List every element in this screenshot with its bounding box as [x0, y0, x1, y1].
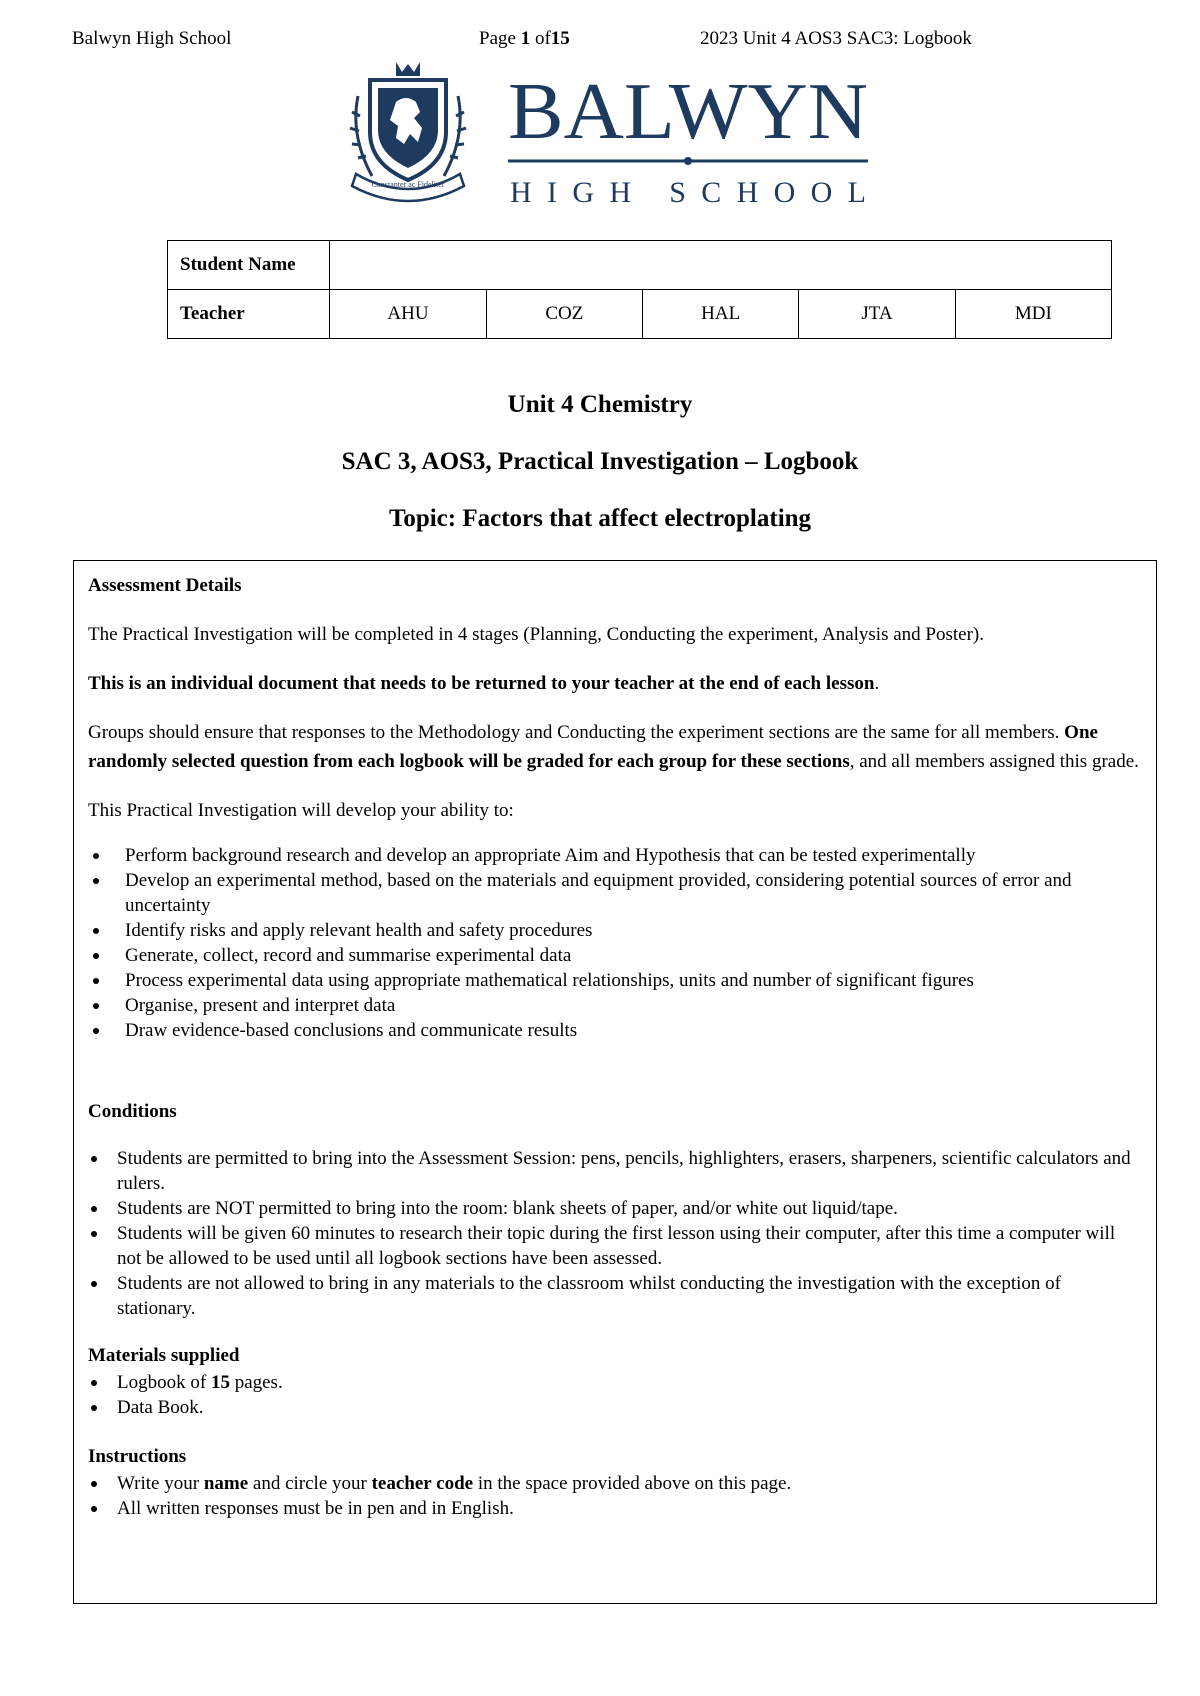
topic-title: Topic: Factors that affect electroplating — [388, 505, 812, 532]
assessment-paragraph-develop: This Practical Investigation will develop your ability to: — [88, 800, 514, 821]
assessment-box — [73, 560, 1157, 1604]
header-page-number: Page 1 of15 — [479, 28, 570, 49]
school-logo — [336, 56, 876, 216]
header-document-title: 2023 Unit 4 AOS3 SAC3: Logbook — [700, 28, 972, 49]
list-item: Identify risks and apply relevant health and safety procedures — [88, 918, 1142, 943]
list-item: Organise, present and interpret data — [88, 993, 1142, 1018]
student-name-field[interactable] — [330, 241, 1112, 290]
student-name-label: Student Name — [168, 241, 330, 290]
list-item: Process experimental data using appropriate mathematical relationships, units and number of significant figures — [88, 968, 1142, 993]
list-item: Generate, collect, record and summarise experimental data — [88, 943, 1142, 968]
instructions-heading: Instructions — [88, 1446, 187, 1467]
teacher-code-option[interactable]: COZ — [486, 290, 642, 339]
student-name-row — [168, 241, 1112, 290]
teacher-code-option[interactable]: HAL — [643, 290, 799, 339]
list-item: Perform background research and develop an appropriate Aim and Hypothesis that can be tested experimentally — [88, 843, 1142, 868]
teacher-label: Teacher — [168, 290, 330, 339]
teacher-row — [168, 290, 1112, 339]
header-school: Balwyn High School — [72, 28, 232, 49]
conditions-list — [88, 1146, 1142, 1321]
skills-list — [88, 843, 1142, 1043]
teacher-code-option[interactable]: JTA — [799, 290, 955, 339]
assessment-paragraph-stages: The Practical Investigation will be completed in 4 stages (Planning, Conducting the experiment, Analysis and Poster). — [88, 624, 984, 645]
list-item: Develop an experimental method, based on the materials and equipment provided, considering potential sources of error and uncertainty — [88, 868, 1142, 918]
student-info-table — [167, 240, 1112, 339]
teacher-code-option[interactable]: AHU — [330, 290, 486, 339]
school-wordmark: BALWYN — [508, 68, 868, 156]
assessment-details-heading: Assessment Details — [88, 575, 242, 596]
list-item: Write your name and circle your teacher code in the space provided above on this page. — [88, 1471, 1142, 1496]
school-wordmark-subtitle: HIGH SCHOOL — [510, 176, 866, 209]
sac-title: SAC 3, AOS3, Practical Investigation – Logbook — [341, 448, 859, 475]
list-item: Draw evidence-based conclusions and communicate results — [88, 1018, 1142, 1043]
list-item: Data Book. — [88, 1395, 1142, 1420]
assessment-paragraph-individual: This is an individual document that needs to be returned to your teacher at the end of each lesson. — [88, 673, 880, 694]
course-title: Unit 4 Chemistry — [507, 391, 693, 418]
list-item: Students are permitted to bring into the Assessment Session: pens, pencils, highlighters, erasers, sharpeners, scientific calculators and rulers. — [88, 1146, 1142, 1196]
teacher-code-option[interactable]: MDI — [955, 290, 1111, 339]
list-item: Students are not allowed to bring in any materials to the classroom whilst conducting the investigation with the exception of stationary. — [88, 1271, 1142, 1321]
list-item: All written responses must be in pen and in English. — [88, 1496, 1142, 1521]
list-item: Logbook of 15 pages. — [88, 1370, 1142, 1395]
assessment-paragraph-groups: Groups should ensure that responses to the Methodology and Conducting the experiment sections are the same for all members. One randomly selected question from each logbook will be graded for each group for these sections, and all members assigned this grade. — [88, 722, 1139, 772]
materials-list — [88, 1370, 1142, 1420]
list-item: Students are NOT permitted to bring into the room: blank sheets of paper, and/or white out liquid/tape. — [88, 1196, 1142, 1221]
materials-heading: Materials supplied — [88, 1345, 240, 1366]
list-item: Students will be given 60 minutes to research their topic during the first lesson using their computer, after this time a computer will not be allowed to be used until all logbook sections have been assessed. — [88, 1221, 1142, 1271]
instructions-list — [88, 1471, 1142, 1521]
school-motto: Constanter ac Fideliter — [371, 180, 445, 189]
conditions-heading: Conditions — [88, 1101, 177, 1122]
